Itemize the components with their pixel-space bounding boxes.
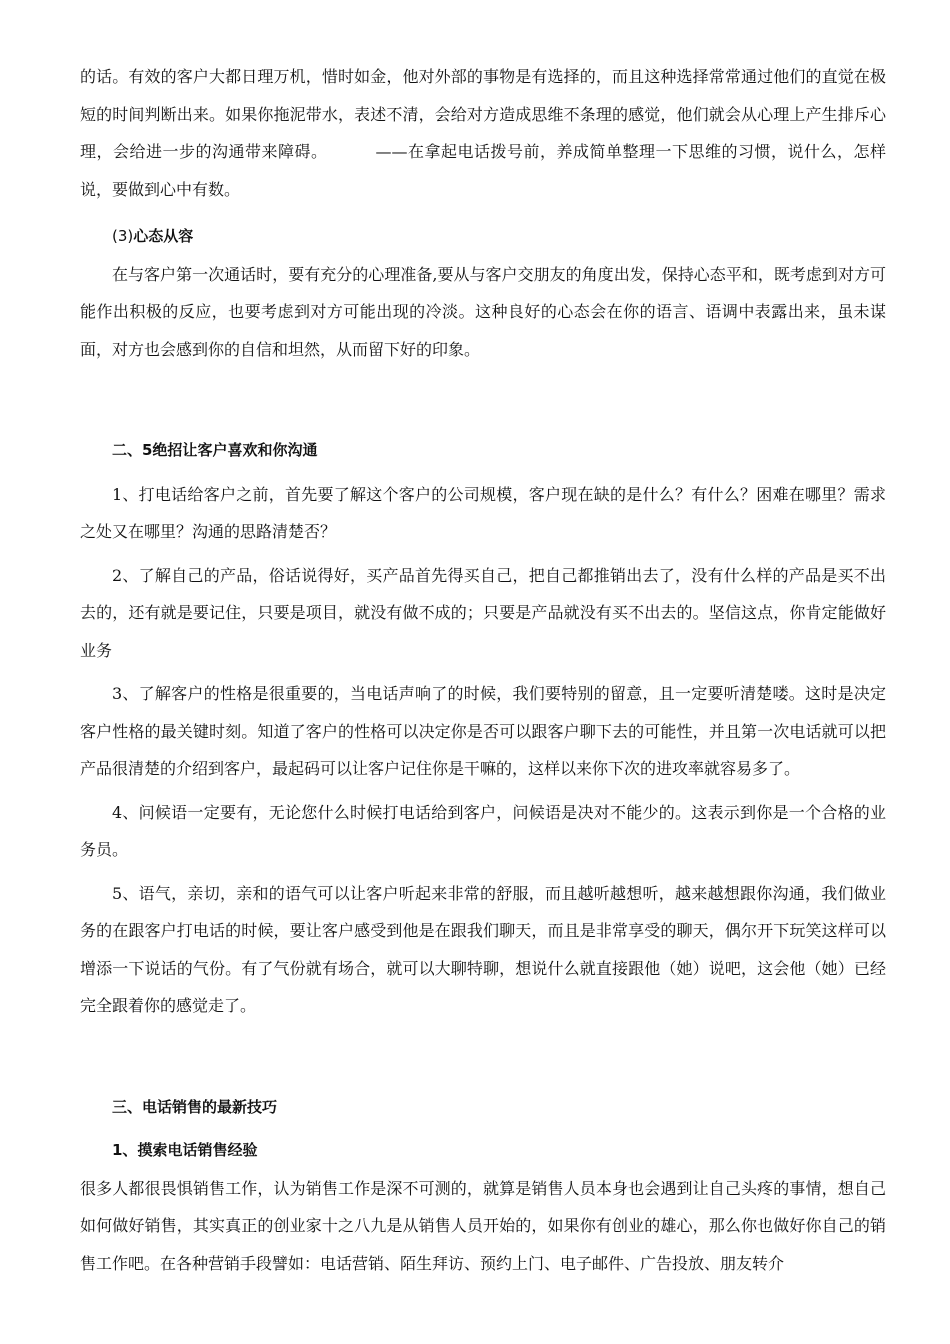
section3-heading: 三、电话销售的最新技巧	[112, 1097, 278, 1116]
section2-item-5: 5、语气，亲切，亲和的语气可以让客户听起来非常的舒服，而且越听越想听，越来越想跟你沟通，我们做业务的在跟客户打电话的时候，要让客户感受到他是在跟我们聊天，而且是非常享受的聊天，偶尔开下玩笑这样可以增添一下说话的气份。有了气份就有场合，就可以大聊特聊，想说什么就直接跟他（她）说吧，这会他（她）已经完全跟着你的感觉走了。	[80, 883, 886, 1015]
section2-item-4: 4、问候语一定要有，无论您什么时候打电话给到客户，问候语是决对不能少的。这表示到你是一个合格的业务员。	[80, 802, 886, 859]
section3-body: 很多人都很畏惧销售工作，认为销售工作是深不可测的，就算是销售人员本身也会遇到让自己头疼的事情，想自己如何做好销售，其实真正的创业家十之八九是从销售人员开始的，如果你有创业的雄心，那么你也做好你自己的销售工作吧。在各种营销手段譬如：电话营销、陌生拜访、预约上门、电子邮件、广告投放、朋友转介	[80, 1178, 886, 1273]
section2-item-1: 1、打电话给客户之前，首先要了解这个客户的公司规模，客户现在缺的是什么？有什么？困难在哪里？需求之处又在哪里？沟通的思路清楚否？	[80, 484, 886, 541]
section3-subheading	[80, 1132, 886, 1170]
item3-heading	[80, 218, 886, 256]
section3-sub-number: 1、	[112, 1141, 138, 1159]
continued-dash-text: ——在拿起电话拨号前，养成简单整理一下思维的习惯，说什么，怎样说，要做到心中有数。	[80, 142, 886, 199]
section2-item-2: 2、了解自己的产品，俗话说得好，买产品首先得买自己，把自己都推销出去了，没有什么样的产品是买不出去的，还有就是要记住，只要是项目，就没有做不成的；只要是产品就没有买不出去的。坚信这点，你肯定能做好业务	[80, 565, 886, 660]
item3-number: (3)	[112, 227, 134, 245]
section3-sub-title: 摸索电话销售经验	[137, 1141, 258, 1159]
item3-title: 心态从容	[133, 227, 194, 245]
section2-item-3: 3、了解客户的性格是很重要的，当电话声响了的时候，我们要特别的留意，且一定要听清楚喽。这时是决定客户性格的最关键时刻。知道了客户的性格可以决定你是否可以跟客户聊下去的可能性，并且第一次电话就可以把产品很清楚的介绍到客户，最起码可以让客户记住你是干嘛的，这样以来你下次的进攻率就容易多了。	[80, 684, 886, 778]
section2-heading: 二、5绝招让客户喜欢和你沟通	[112, 441, 318, 459]
section2-list	[80, 476, 886, 1025]
continued-text: 的话。有效的客户大都日理万机，惜时如金，他对外部的事物是有选择的，而且这种选择常常通过他们的直觉在极短的时间判断出来。如果你拖泥带水，表述不清，会给对方造成思维不条理的感觉，他们就会从心理上产生排斥心理，会给进一步的沟通带来障碍。	[80, 67, 886, 161]
continued-paragraph	[80, 58, 886, 208]
item3-body: 在与客户第一次通话时，要有充分的心理准备,要从与客户交朋友的角度出发，保持心态平和，既考虑到对方可能作出积极的反应，也要考虑到对方可能出现的冷淡。这种良好的心态会在你的语言、语调中表露出来，虽未谋面，对方也会感到你的自信和坦然，从而留下好的印象。	[80, 264, 886, 359]
